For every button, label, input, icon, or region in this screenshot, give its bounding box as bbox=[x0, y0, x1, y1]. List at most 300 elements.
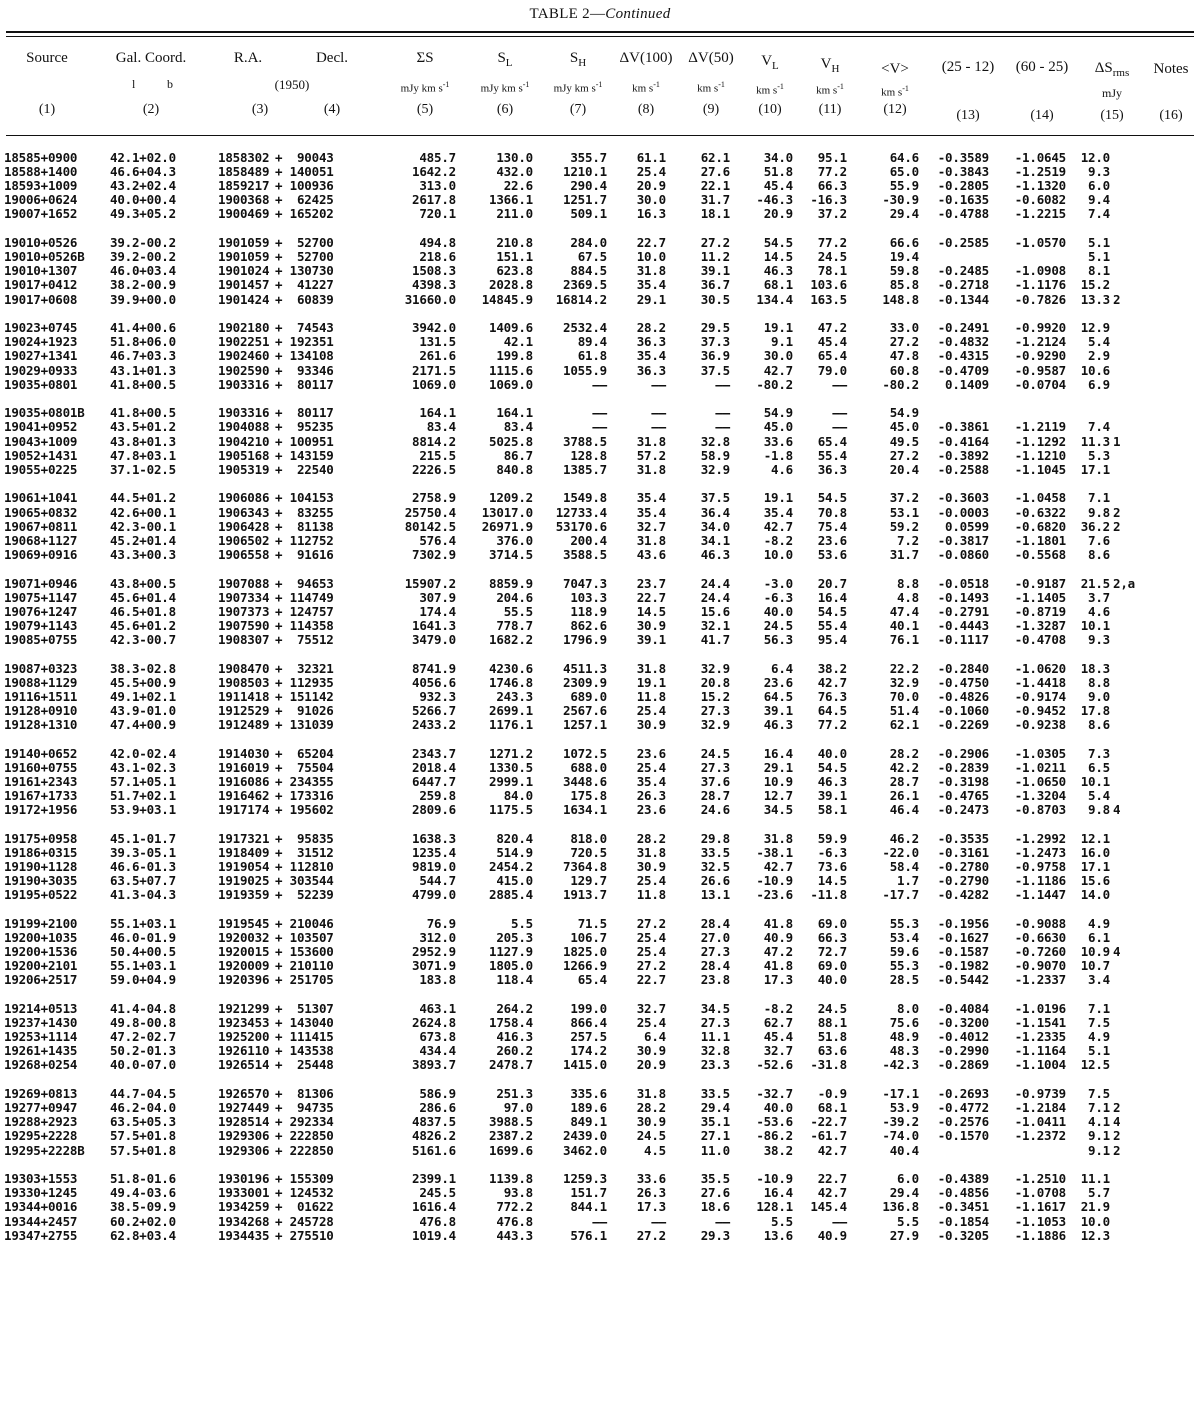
cell-source: 19035+0801 bbox=[4, 376, 78, 392]
cell-ds-rms: 9.8 bbox=[1088, 504, 1110, 520]
cell-decl: + 80117 bbox=[275, 376, 334, 392]
cell-v-mean: 70.0 bbox=[889, 688, 919, 704]
cell-s-l: 1758.4 bbox=[489, 1015, 533, 1031]
cell-source: 19010+0526 bbox=[4, 235, 78, 251]
cell-decl: + 112935 bbox=[275, 674, 334, 690]
cell-source: 19065+0832 bbox=[4, 504, 78, 520]
header-dsrms bbox=[1095, 60, 1130, 79]
cell-ra: 1920009 bbox=[218, 958, 270, 974]
cell-notes: 4 bbox=[1113, 1114, 1121, 1130]
cell-decl: + 95835 bbox=[275, 830, 334, 846]
cell-ra: 1904210 bbox=[218, 433, 270, 449]
cell-v-h: 76.3 bbox=[817, 688, 847, 704]
cell-dv100: 36.3 bbox=[636, 362, 666, 378]
cell-color-25-12: -0.4788 bbox=[937, 206, 989, 222]
cell-s-h: 1385.7 bbox=[563, 461, 607, 477]
cell-decl: + 222850 bbox=[275, 1128, 334, 1144]
cell-ra: 1919545 bbox=[218, 915, 270, 931]
cell-ds-rms: 5.1 bbox=[1088, 1043, 1110, 1059]
cell-s-l: 1746.8 bbox=[489, 674, 533, 690]
cell-dv100: 35.4 bbox=[636, 504, 666, 520]
cell-v-l: -1.8 bbox=[763, 447, 793, 463]
cell-decl: + 52700 bbox=[275, 235, 334, 251]
cell-dv50: 32.8 bbox=[700, 1043, 730, 1059]
cell-dv100: 36.3 bbox=[636, 334, 666, 350]
cell-color-60-25: -0.6322 bbox=[1014, 504, 1066, 520]
cell-dv100: 30.9 bbox=[636, 717, 666, 732]
cell-galcoord: 43.5+01.2 bbox=[110, 419, 176, 435]
cell-ra: 1930196 bbox=[218, 1171, 270, 1187]
cell-ra: 1902590 bbox=[218, 362, 270, 378]
cell-s-h: 1266.9 bbox=[563, 958, 607, 974]
top-rule-2 bbox=[6, 36, 1194, 37]
cell-dv100: 25.4 bbox=[636, 1015, 666, 1031]
cell-v-h: 66.3 bbox=[817, 930, 847, 945]
cell-color-60-25: -1.2992 bbox=[1014, 830, 1066, 846]
cell-v-l: 24.5 bbox=[763, 617, 793, 633]
cell-color-25-12: -0.0003 bbox=[937, 504, 989, 520]
cell-ra: 1901059 bbox=[218, 235, 270, 251]
cell-s-l: 86.7 bbox=[503, 447, 533, 463]
cell-color-60-25: -1.3287 bbox=[1014, 617, 1066, 633]
cell-sum-s: 8741.9 bbox=[412, 660, 456, 676]
cell-v-mean: 55.9 bbox=[889, 178, 919, 194]
cell-v-h: 72.7 bbox=[817, 944, 847, 960]
cell-v-h: 79.0 bbox=[817, 362, 847, 378]
cell-color-60-25: -1.1004 bbox=[1014, 1057, 1066, 1073]
cell-color-25-12: -0.2790 bbox=[937, 873, 989, 889]
cell-sum-s: 76.9 bbox=[426, 915, 456, 931]
header-decl: Decl. bbox=[315, 50, 349, 66]
cell-v-l: 62.7 bbox=[763, 1015, 793, 1031]
cell-source: 19029+0933 bbox=[4, 362, 78, 378]
cell-decl: + 51307 bbox=[275, 1001, 334, 1016]
cell-decl: + 134108 bbox=[275, 348, 334, 364]
cell-sum-s: 1616.4 bbox=[412, 1199, 456, 1215]
cell-sum-s: 131.5 bbox=[419, 334, 456, 350]
cell-color-60-25: -1.2473 bbox=[1014, 844, 1066, 860]
cell-color-60-25: -1.1164 bbox=[1014, 1043, 1066, 1059]
header-vh-main: V bbox=[820, 56, 832, 72]
cell-decl: + 52239 bbox=[275, 887, 334, 903]
cell-source: 19269+0813 bbox=[4, 1086, 78, 1102]
cell-dv50: —— bbox=[715, 405, 730, 421]
cell-v-mean: 6.0 bbox=[897, 1171, 919, 1187]
cell-ra: 1919054 bbox=[218, 859, 270, 874]
cell-s-l: 1175.5 bbox=[489, 802, 533, 818]
cell-dv100: 25.4 bbox=[636, 759, 666, 775]
cell-color-60-25: -0.7826 bbox=[1014, 291, 1066, 307]
cell-s-l: 2478.7 bbox=[489, 1057, 533, 1073]
cell-notes: 2,a bbox=[1113, 575, 1135, 591]
cell-ds-rms: 15.2 bbox=[1080, 277, 1110, 293]
cell-sum-s: 1641.3 bbox=[412, 617, 456, 633]
cell-v-mean: 58.4 bbox=[889, 859, 919, 874]
cell-v-mean: 29.4 bbox=[889, 1185, 919, 1201]
cell-color-60-25: -1.2215 bbox=[1014, 206, 1066, 222]
cell-s-h: 509.1 bbox=[570, 206, 607, 222]
unit-sl-text: mJy km s bbox=[480, 82, 523, 95]
cell-dv50: 23.8 bbox=[700, 972, 730, 988]
cell-notes: 4 bbox=[1113, 944, 1121, 960]
unit-vh-text: km s bbox=[816, 84, 838, 97]
cell-ra: 1929306 bbox=[218, 1142, 270, 1158]
cell-decl: + 62425 bbox=[275, 192, 334, 208]
cell-sum-s: 586.9 bbox=[419, 1086, 456, 1102]
cell-dv50: 36.9 bbox=[700, 348, 730, 364]
cell-v-h: 40.9 bbox=[817, 1227, 847, 1243]
cell-sum-s: 286.6 bbox=[419, 1100, 456, 1116]
cell-color-60-25: -0.9290 bbox=[1014, 348, 1066, 364]
cell-color-60-25: -0.9187 bbox=[1014, 575, 1066, 591]
cell-galcoord: 51.7+02.1 bbox=[110, 788, 176, 803]
cell-ra: 1908470 bbox=[218, 660, 270, 676]
cell-dv50: 23.3 bbox=[700, 1057, 730, 1073]
cell-dv100: —— bbox=[651, 376, 666, 392]
cell-notes: 2 bbox=[1113, 504, 1121, 520]
cell-decl: + 91616 bbox=[275, 546, 334, 562]
cell-galcoord: 51.8-01.6 bbox=[110, 1171, 176, 1187]
cell-decl: + 103507 bbox=[275, 930, 334, 945]
cell-galcoord: 44.7-04.5 bbox=[110, 1086, 176, 1102]
cell-dv100: 4.5 bbox=[644, 1142, 666, 1158]
cell-v-mean: 62.1 bbox=[889, 717, 919, 732]
unit-dv50-text: km s bbox=[697, 82, 719, 95]
cell-source: 19347+2755 bbox=[4, 1227, 78, 1243]
cell-color-25-12: -0.3535 bbox=[937, 830, 989, 846]
cell-dv50: 27.3 bbox=[700, 702, 730, 718]
cell-v-h: 46.3 bbox=[817, 773, 847, 789]
cell-dv50: 11.0 bbox=[700, 1142, 730, 1158]
cell-v-mean: 66.6 bbox=[889, 235, 919, 251]
cell-v-h: —— bbox=[832, 405, 847, 421]
cell-ds-rms: 7.3 bbox=[1088, 745, 1110, 761]
cell-s-h: 103.3 bbox=[570, 589, 607, 605]
cell-sum-s: 307.9 bbox=[419, 589, 456, 605]
cell-sum-s: 1642.2 bbox=[412, 164, 456, 180]
cell-ds-rms: 7.4 bbox=[1088, 206, 1110, 222]
cell-v-mean: 46.2 bbox=[889, 830, 919, 846]
cell-s-l: 83.4 bbox=[503, 419, 533, 435]
cell-ds-rms: 17.1 bbox=[1080, 859, 1110, 874]
cell-v-mean: 27.2 bbox=[889, 447, 919, 463]
cell-dv50: 35.5 bbox=[700, 1171, 730, 1187]
cell-galcoord: 41.4+00.6 bbox=[110, 320, 176, 336]
header-dv50: ΔV(50) bbox=[688, 50, 734, 66]
cell-v-h: 22.7 bbox=[817, 1171, 847, 1187]
cell-sum-s: 2433.2 bbox=[412, 717, 456, 732]
cell-ra: 1920015 bbox=[218, 944, 270, 960]
cell-ds-rms: 10.9 bbox=[1080, 944, 1110, 960]
cell-dv50: 37.6 bbox=[700, 773, 730, 789]
cell-v-l: 13.6 bbox=[763, 1227, 793, 1243]
cell-color-25-12: -0.1344 bbox=[937, 291, 989, 307]
cell-galcoord: 53.9+03.1 bbox=[110, 802, 176, 818]
cell-dv100: 24.5 bbox=[636, 1128, 666, 1144]
cell-dv50: 29.4 bbox=[700, 1100, 730, 1116]
cell-s-l: 4230.6 bbox=[489, 660, 533, 676]
cell-v-h: 77.2 bbox=[817, 235, 847, 251]
cell-decl: + 143159 bbox=[275, 447, 334, 463]
cell-ra: 1901457 bbox=[218, 277, 270, 293]
cell-ds-rms: 12.1 bbox=[1080, 830, 1110, 846]
header-vmean: <V> bbox=[881, 61, 909, 77]
cell-v-h: -6.3 bbox=[817, 844, 847, 860]
cell-v-h: 54.5 bbox=[817, 490, 847, 506]
cell-v-h: 95.1 bbox=[817, 150, 847, 165]
cell-dv50: 26.6 bbox=[700, 873, 730, 889]
cell-v-mean: 31.7 bbox=[889, 546, 919, 562]
cell-ds-rms: 10.1 bbox=[1080, 617, 1110, 633]
cell-decl: + 153600 bbox=[275, 944, 334, 960]
cell-color-25-12: -0.4315 bbox=[937, 348, 989, 364]
cell-dv100: 39.1 bbox=[636, 631, 666, 647]
cell-sum-s: 544.7 bbox=[419, 873, 456, 889]
cell-s-h: 818.0 bbox=[570, 830, 607, 846]
cell-dv50: 24.5 bbox=[700, 745, 730, 761]
cell-dv100: 23.6 bbox=[636, 802, 666, 818]
cell-s-l: 432.0 bbox=[496, 164, 533, 180]
cell-dv50: 27.6 bbox=[700, 1185, 730, 1201]
header-sl-sub: L bbox=[505, 57, 513, 69]
cell-s-l: 84.0 bbox=[503, 788, 533, 803]
cell-decl: + 95235 bbox=[275, 419, 334, 435]
cell-dv100: 6.4 bbox=[644, 1029, 666, 1045]
cell-s-l: 243.3 bbox=[496, 688, 533, 704]
cell-v-h: —— bbox=[832, 1213, 847, 1229]
cell-ra: 1901059 bbox=[218, 249, 270, 265]
cell-s-l: 476.8 bbox=[496, 1213, 533, 1229]
cell-v-l: 134.4 bbox=[756, 291, 793, 307]
cell-v-mean: 49.5 bbox=[889, 433, 919, 449]
cell-dv100: 20.9 bbox=[636, 1057, 666, 1073]
cell-v-mean: 76.1 bbox=[889, 631, 919, 647]
header-epoch: (1950) bbox=[274, 77, 310, 92]
cell-ra: 1906502 bbox=[218, 532, 270, 548]
cell-dv50: —— bbox=[715, 1213, 730, 1229]
cell-v-l: 42.7 bbox=[763, 518, 793, 534]
cell-ds-rms: 3.4 bbox=[1088, 972, 1110, 988]
cell-dv50: 15.2 bbox=[700, 688, 730, 704]
cell-ds-rms: 9.3 bbox=[1088, 164, 1110, 180]
cell-s-h: 1251.7 bbox=[563, 192, 607, 208]
cell-color-60-25: -1.0458 bbox=[1014, 490, 1066, 506]
cell-v-h: 65.4 bbox=[817, 433, 847, 449]
cell-v-mean: 22.2 bbox=[889, 660, 919, 676]
cell-dv100: 25.4 bbox=[636, 164, 666, 180]
cell-dv50: 27.6 bbox=[700, 164, 730, 180]
cell-dv100: 30.9 bbox=[636, 1043, 666, 1059]
cell-v-h: 45.4 bbox=[817, 334, 847, 350]
cell-ds-rms: 17.1 bbox=[1080, 461, 1110, 477]
cell-ds-rms: 13.3 bbox=[1080, 291, 1110, 307]
cell-color-60-25: -0.8719 bbox=[1014, 603, 1066, 619]
cell-ds-rms: 12.3 bbox=[1080, 1227, 1110, 1243]
unit-sh-text: mJy km s bbox=[553, 82, 596, 95]
cell-decl: + 74543 bbox=[275, 320, 334, 336]
cell-color-25-12: -0.2588 bbox=[937, 461, 989, 477]
cell-v-mean: 28.7 bbox=[889, 773, 919, 789]
cell-v-mean: 59.6 bbox=[889, 944, 919, 960]
cell-v-h: 51.8 bbox=[817, 1029, 847, 1045]
column-number-13: (13) bbox=[956, 108, 980, 123]
cell-decl: + 210110 bbox=[275, 958, 334, 974]
cell-source: 18593+1009 bbox=[4, 178, 78, 194]
cell-source: 19067+0811 bbox=[4, 518, 78, 534]
cell-dv50: 36.4 bbox=[700, 504, 730, 520]
cell-ra: 1928514 bbox=[218, 1114, 270, 1130]
cell-source: 19167+1733 bbox=[4, 788, 78, 803]
cell-v-h: 20.7 bbox=[817, 575, 847, 591]
title-main: TABLE 2 bbox=[529, 6, 590, 22]
cell-s-h: 128.8 bbox=[570, 447, 607, 463]
cell-sum-s: 1235.4 bbox=[412, 844, 456, 860]
cell-v-h: 88.1 bbox=[817, 1015, 847, 1031]
cell-dv50: 22.1 bbox=[700, 178, 730, 194]
cell-source: 19035+0801B bbox=[4, 405, 85, 421]
unit-dv100 bbox=[632, 80, 660, 95]
cell-color-25-12: -0.4709 bbox=[937, 362, 989, 378]
cell-ra: 1905319 bbox=[218, 461, 270, 477]
cell-v-h: 145.4 bbox=[810, 1199, 847, 1215]
cell-s-l: 1209.2 bbox=[489, 490, 533, 506]
cell-s-l: 840.8 bbox=[496, 461, 533, 477]
cell-dv50: —— bbox=[715, 376, 730, 392]
cell-ra: 1906428 bbox=[218, 518, 270, 534]
cell-v-mean: 136.8 bbox=[882, 1199, 919, 1215]
cell-dv50: 32.9 bbox=[700, 660, 730, 676]
cell-ra: 1934435 bbox=[218, 1227, 270, 1243]
cell-ds-rms: 6.9 bbox=[1088, 376, 1110, 392]
cell-source: 19128+1310 bbox=[4, 717, 78, 732]
header-b: b bbox=[167, 77, 173, 91]
cell-v-h: 54.5 bbox=[817, 603, 847, 619]
cell-s-h: 106.7 bbox=[570, 930, 607, 945]
cell-ra: 1919025 bbox=[218, 873, 270, 889]
cell-sum-s: 476.8 bbox=[419, 1213, 456, 1229]
cell-ra: 1907334 bbox=[218, 589, 270, 605]
cell-v-mean: 5.5 bbox=[897, 1213, 919, 1229]
cell-galcoord: 38.5-09.9 bbox=[110, 1199, 176, 1215]
cell-dv100: 31.8 bbox=[636, 844, 666, 860]
cell-v-h: 42.7 bbox=[817, 1185, 847, 1201]
cell-v-h: -11.8 bbox=[810, 887, 847, 903]
cell-ds-rms: 2.9 bbox=[1088, 348, 1110, 364]
cell-v-h: 163.5 bbox=[810, 291, 847, 307]
cell-dv100: 22.7 bbox=[636, 589, 666, 605]
cell-v-l: 32.7 bbox=[763, 1043, 793, 1059]
cell-color-25-12: -0.3451 bbox=[937, 1199, 989, 1215]
cell-galcoord: 37.1-02.5 bbox=[110, 461, 176, 477]
cell-s-l: 1330.5 bbox=[489, 759, 533, 775]
header-source: Source bbox=[26, 50, 68, 66]
cell-v-l: 9.1 bbox=[771, 334, 793, 350]
cell-color-25-12: -0.3200 bbox=[937, 1015, 989, 1031]
cell-source: 19128+0910 bbox=[4, 702, 78, 718]
cell-s-h: 199.0 bbox=[570, 1001, 607, 1016]
cell-source: 19007+1652 bbox=[4, 206, 78, 222]
cell-s-h: 175.8 bbox=[570, 788, 607, 803]
cell-s-h: 12733.4 bbox=[555, 504, 607, 520]
cell-v-h: 73.6 bbox=[817, 859, 847, 874]
cell-v-l: 35.4 bbox=[763, 504, 793, 520]
cell-galcoord: 49.1+02.1 bbox=[110, 688, 176, 704]
cell-source: 19295+2228B bbox=[4, 1142, 85, 1158]
cell-decl: + 75504 bbox=[275, 759, 334, 775]
cell-v-mean: 60.8 bbox=[889, 362, 919, 378]
cell-source: 19344+0016 bbox=[4, 1199, 78, 1215]
cell-color-60-25: -1.1886 bbox=[1014, 1227, 1066, 1243]
column-number-14: (14) bbox=[1030, 108, 1054, 123]
cell-s-h: 862.6 bbox=[570, 617, 607, 633]
cell-color-60-25: -1.0650 bbox=[1014, 773, 1066, 789]
cell-dv100: —— bbox=[651, 419, 666, 435]
cell-ra: 1906086 bbox=[218, 490, 270, 506]
cell-s-h: 1415.0 bbox=[563, 1057, 607, 1073]
cell-v-mean: 8.0 bbox=[897, 1001, 919, 1016]
cell-source: 19055+0225 bbox=[4, 461, 78, 477]
cell-v-l: 46.3 bbox=[763, 717, 793, 732]
cell-dv100: 35.4 bbox=[636, 490, 666, 506]
cell-galcoord: 47.8+03.1 bbox=[110, 447, 176, 463]
cell-ra: 1912489 bbox=[218, 717, 270, 732]
cell-decl: + 81306 bbox=[275, 1086, 334, 1102]
cell-source: 19043+1009 bbox=[4, 433, 78, 449]
cell-galcoord: 41.8+00.5 bbox=[110, 405, 176, 421]
cell-v-mean: 46.4 bbox=[889, 802, 919, 818]
column-number-6: (6) bbox=[496, 102, 514, 117]
column-number-11: (11) bbox=[818, 102, 842, 117]
cell-v-l: 41.8 bbox=[763, 958, 793, 974]
cell-dv50: 18.6 bbox=[700, 1199, 730, 1215]
cell-dv50: 24.4 bbox=[700, 575, 730, 591]
cell-ra: 1917321 bbox=[218, 830, 270, 846]
cell-source: 19071+0946 bbox=[4, 575, 78, 591]
header-sl bbox=[497, 50, 512, 69]
cell-v-l: 19.1 bbox=[763, 490, 793, 506]
cell-dv100: 26.3 bbox=[636, 788, 666, 803]
cell-galcoord: 46.5+01.8 bbox=[110, 603, 176, 619]
cell-color-25-12: -0.4772 bbox=[937, 1100, 989, 1116]
cell-ra: 1916086 bbox=[218, 773, 270, 789]
cell-v-l: -10.9 bbox=[756, 1171, 793, 1187]
cell-source: 19295+2228 bbox=[4, 1128, 78, 1144]
cell-dv100: 27.2 bbox=[636, 1227, 666, 1243]
cell-sum-s: 4398.3 bbox=[412, 277, 456, 293]
cell-v-l: 39.1 bbox=[763, 702, 793, 718]
cell-dv50: 36.7 bbox=[700, 277, 730, 293]
cell-ra: 1901024 bbox=[218, 263, 270, 279]
cell-ra: 1900368 bbox=[218, 192, 270, 208]
header-vl-main: V bbox=[761, 53, 773, 69]
cell-dv50: 24.4 bbox=[700, 589, 730, 605]
cell-ds-rms: 8.6 bbox=[1088, 717, 1110, 732]
cell-source: 18585+0900 bbox=[4, 150, 78, 165]
cell-color-60-25: -1.1320 bbox=[1014, 178, 1066, 194]
cell-v-mean: -39.2 bbox=[882, 1114, 919, 1130]
cell-color-60-25: -1.0620 bbox=[1014, 660, 1066, 676]
cell-s-l: 118.4 bbox=[496, 972, 533, 988]
cell-decl: + 65204 bbox=[275, 745, 334, 761]
cell-dv50: 58.9 bbox=[700, 447, 730, 463]
cell-s-l: 151.1 bbox=[496, 249, 533, 265]
cell-decl: + 25448 bbox=[275, 1057, 334, 1073]
cell-ra: 1904088 bbox=[218, 419, 270, 435]
cell-s-h: 65.4 bbox=[577, 972, 607, 988]
cell-dv100: —— bbox=[651, 405, 666, 421]
cell-decl: + 275510 bbox=[275, 1227, 334, 1243]
cell-dv100: 35.4 bbox=[636, 348, 666, 364]
